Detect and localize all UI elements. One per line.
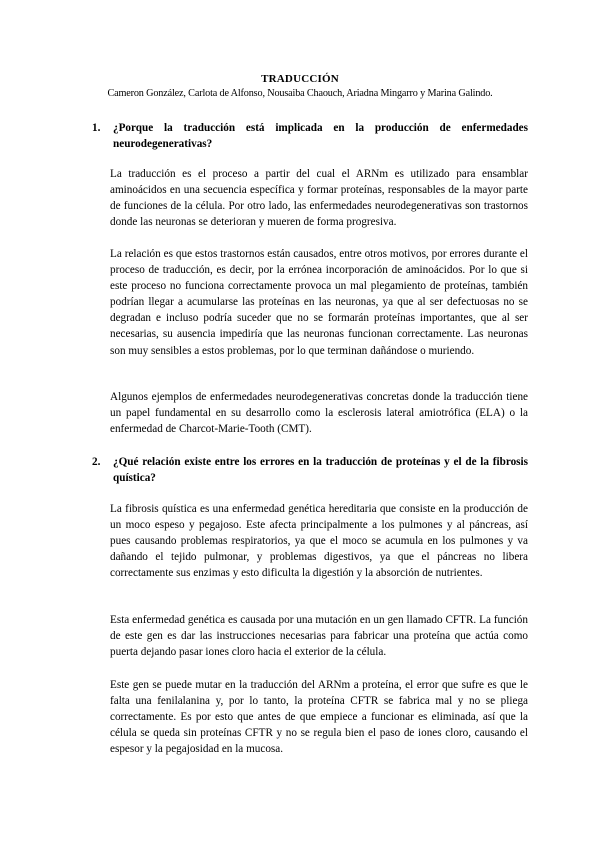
section-2-paragraph-3: Este gen se puede mutar en la traducción del ARNm a proteína, el error que sufre es que le falta una fenilalanina y, por lo tanto, la proteína CFTR se fabrica mal y no se pliega correctamente. Es por esto que antes de que empiece a funcionar es eliminada, así que la célula se queda sin proteínas CFTR y no se regula bien el paso de iones cloro, causando el espesor y la pegajosidad en la mucosa.	[110, 679, 528, 756]
section-2-number: 2.	[92, 456, 101, 468]
section-1-number: 1.	[92, 122, 101, 134]
section-1-paragraph-1: La traducción es el proceso a partir del cual el ARNm es utilizado para ensamblar aminoácidos en una secuencia específica y formar proteínas, responsables de la mayor parte de funciones de la célula. Por otro lado, las enfermedades neurodegenerativas son trastornos donde las neuronas se deterioran y mueren de forma progresiva.	[110, 168, 528, 229]
section-2-question	[92, 455, 528, 486]
section-1-question	[92, 121, 528, 152]
section-2-paragraph-1: La fibrosis quística es una enfermedad genética hereditaria que consiste en la producción de un moco espeso y pegajoso. Este afecta principalmente a los pulmones y al páncreas, así pues causando problemas respiratorios, ya que el moco se acumula en los pulmones y va dañando el tejido pulmonar, y problemas digestivos, ya que el páncreas no libera correctamente sus enzimas y esto dificulta la digestión y la absorción de nutrientes.	[110, 503, 528, 580]
section-1-paragraph-3: Algunos ejemplos de enfermedades neurodegenerativas concretas donde la traducción tiene un papel fundamental en su desarrollo como la esclerosis lateral amiotrófica (ELA) o la enfermedad de Charcot-Marie-Tooth (CMT).	[110, 391, 528, 436]
section-2-paragraph-2: Esta enfermedad genética es causada por una mutación en un gen llamado CFTR. La función de este gen es dar las instrucciones necesarias para fabricar una proteína que actúa como puerta dejando pasar iones cloro hacia el exterior de la célula.	[110, 614, 528, 659]
document-authors: Cameron González, Carlota de Alfonso, Nousaiba Chaouch, Ariadna Mingarro y Marina Galindo.	[107, 88, 493, 99]
section-1-paragraph-2: La relación es que estos trastornos están causados, entre otros motivos, por errores durante el proceso de traducción, es decir, por la errónea incorporación de aminoácidos. Por lo que si este proceso no funciona correctamente provoca un mal plegamiento de proteínas, también podrían llegar a acumularse las proteínas en las neuronas, ya que al ser defectuosas no se degradan e incluso podría suceder que no se formarán proteínas importantes, que al ser necesarias, su ausencia impediría que las neuronas funcionan correctamente. Las neuronas son muy sensibles a estos problemas, por lo que terminan dañándose o muriendo.	[110, 248, 528, 357]
section-1-question-text: ¿Porque la traducción está implicada en la producción de enfermedades neurodegenerativas?	[113, 122, 528, 150]
document-title: TRADUCCIÓN	[261, 73, 339, 85]
section-2-question-text: ¿Qué relación existe entre los errores en la traducción de proteínas y el de la fibrosis quística?	[113, 456, 528, 484]
